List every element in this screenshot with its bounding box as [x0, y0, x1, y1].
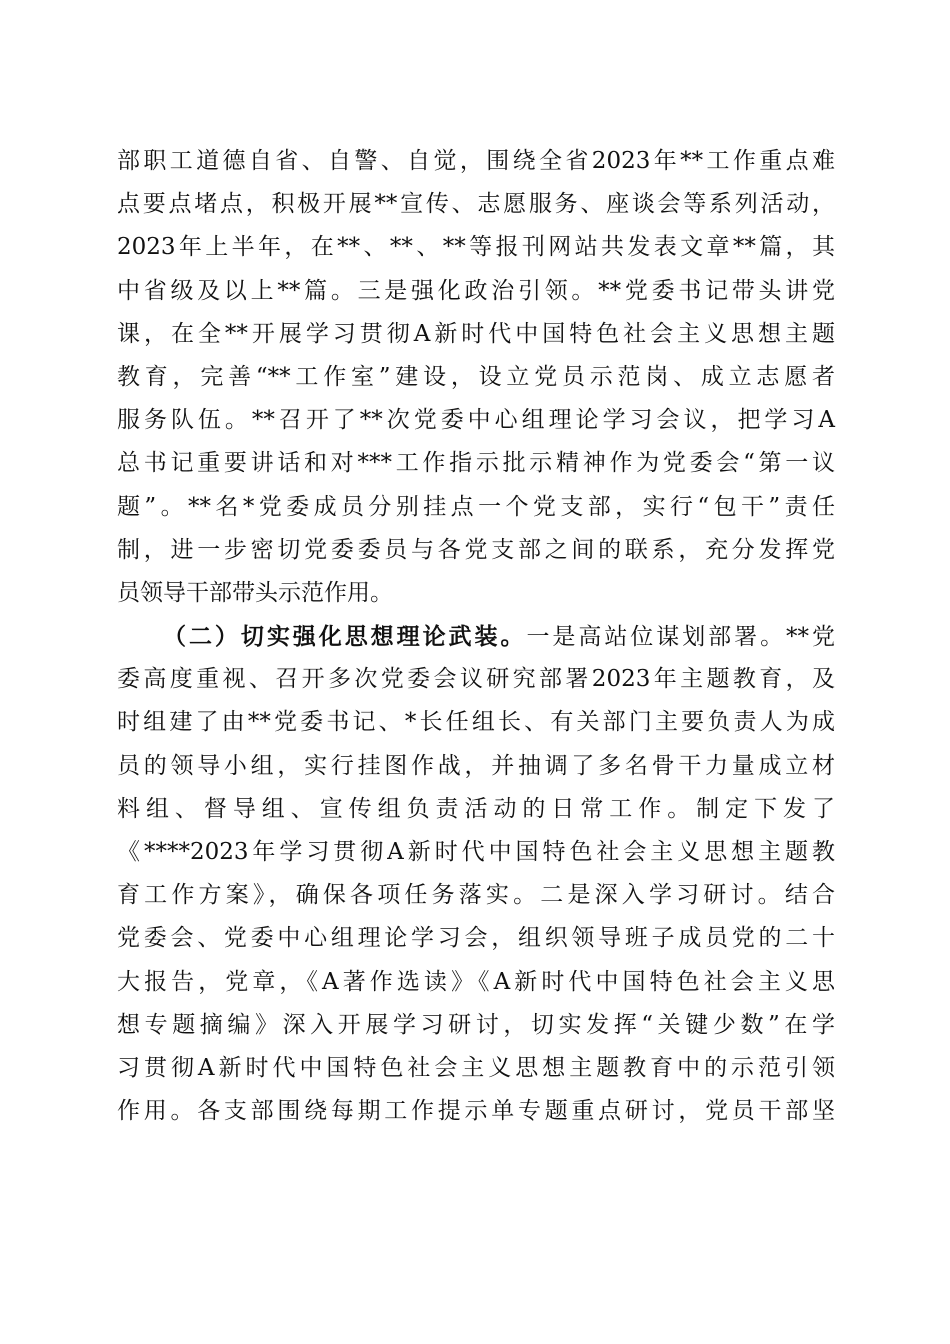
text-line: 想专题摘编》深入开展学习研讨，切实发挥“关键少数”在学	[117, 1011, 835, 1038]
text-line: 2023年上半年，在**、**、**等报刊网站共发表文章**篇，其	[117, 234, 835, 261]
text-line: 制，进一步密切党委委员与各党支部之间的联系，充分发挥党	[117, 536, 835, 563]
text-line: 员领导干部带头示范作用。	[117, 579, 393, 606]
text-line: 教育，完善“**工作室”建设，设立党员示范岗、成立志愿者	[117, 363, 835, 390]
section-heading: （二）切实强化思想理论武装。	[163, 623, 527, 651]
text-line: 料组、督导组、宣传组负责活动的日常工作。制定下发了	[117, 795, 835, 822]
text-line: 总书记重要讲话和对***工作指示批示精神作为党委会“第一议	[117, 450, 835, 477]
text-line: 点要点堵点，积极开展**宣传、志愿服务、座谈会等系列活动，	[117, 191, 835, 218]
text-line: 作用。各支部围绕每期工作提示单专题重点研讨，党员干部坚	[117, 1098, 835, 1125]
text-line: 题”。**名*党委成员分别挂点一个党支部，实行“包干”责任	[117, 493, 835, 520]
text-line: 党委会、党委中心组理论学习会，组织领导班子成员党的二十	[117, 925, 835, 952]
paragraph-1	[117, 140, 835, 615]
text-line: 部职工道德自省、自警、自觉，围绕全省2023年**工作重点难	[117, 148, 835, 174]
text-line: 育工作方案》，确保各项任务落实。二是深入学习研讨。结合	[117, 882, 835, 909]
text-line: 习贯彻A新时代中国特色社会主义思想主题教育中的示范引领	[117, 1054, 835, 1081]
text-line: 课，在全**开展学习贯彻A新时代中国特色社会主义思想主题	[117, 320, 835, 347]
text-line: 大报告，党章，《A著作选读》《A新时代中国特色社会主义思	[117, 968, 835, 995]
text-line: 中省级及以上**篇。三是强化政治引领。**党委书记带头讲党	[117, 277, 835, 304]
paragraph-2	[117, 615, 835, 1133]
heading-line-rest: 一是高站位谋划部署。**党	[526, 624, 836, 651]
document-body	[117, 140, 835, 1133]
text-line	[117, 615, 835, 658]
text-line: 《****2023年学习贯彻A新时代中国特色社会主义思想主题教	[117, 839, 835, 865]
text-line: 服务队伍。**召开了**次党委中心组理论学习会议，把学习A	[117, 407, 835, 434]
text-line: 员的领导小组，实行挂图作战，并抽调了多名骨干力量成立材	[117, 752, 835, 779]
text-line: 委高度重视、召开多次党委会议研究部署2023年主题教育，及	[117, 666, 835, 693]
text-line: 时组建了由**党委书记、*长任组长、有关部门主要负责人为成	[117, 709, 835, 736]
